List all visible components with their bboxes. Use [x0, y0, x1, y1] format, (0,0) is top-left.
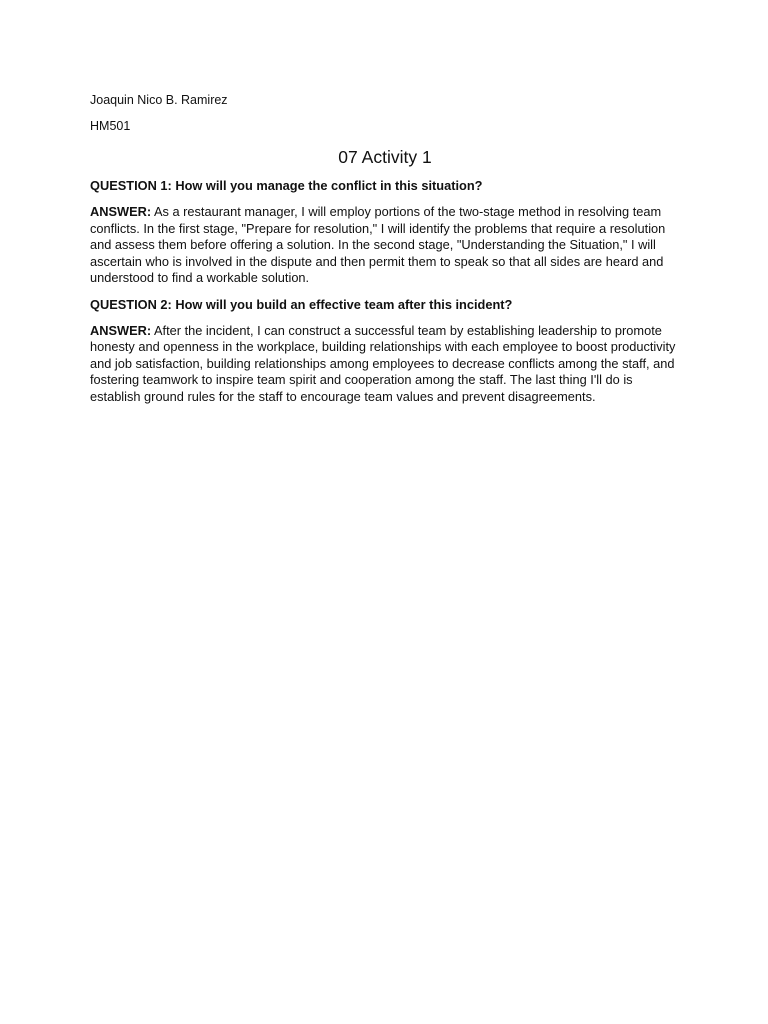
answer-1-text: As a restaurant manager, I will employ portions of the two-stage method in resolving team conflicts. In the first stage, "Prepare for resolution," I will identify the problems that require a resolution and assess them before offering a solution. In the second stage, "Understanding the Situation," I will ascertain who is involved in the dispute and then permit them to speak so that all sides are heard and understood to find a workable solution. — [90, 204, 666, 285]
question-2: QUESTION 2: How will you build an effective team after this incident? — [90, 296, 513, 312]
answer-1 — [90, 204, 680, 287]
answer-2-text: After the incident, I can construct a successful team by establishing leadership to promote honesty and openness in the workplace, building relationships with each employee to boost productivity and job satisfaction, building relationships among employees to decrease conflicts among the staff, and fostering teamwork to inspire team spirit and cooperation among the staff. The last thing I'll do is establish ground rules for the staff to encourage team values and prevent disagreements. — [90, 322, 676, 404]
course-code: HM501 — [90, 119, 131, 133]
answer-1-label: ANSWER: — [90, 204, 152, 219]
author-name: Joaquin Nico B. Ramirez — [90, 93, 228, 107]
document-title: 07 Activity 1 — [338, 147, 432, 167]
question-1: QUESTION 1: How will you manage the conflict in this situation? — [90, 178, 483, 193]
answer-2 — [90, 323, 680, 406]
answer-2-label: ANSWER: — [90, 322, 152, 338]
document-body — [90, 92, 680, 415]
